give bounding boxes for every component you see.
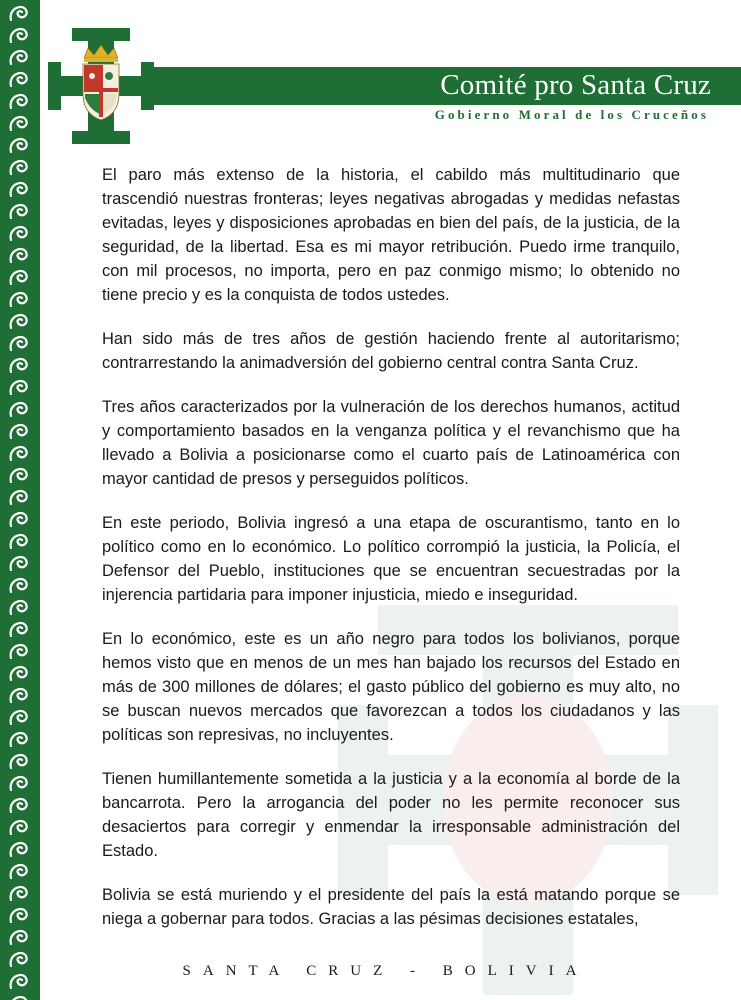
wave-scroll (11, 7, 27, 20)
wave-scroll (11, 733, 27, 746)
wave-scroll (11, 381, 27, 394)
wave-scroll (11, 73, 27, 86)
wave-scroll (11, 139, 27, 152)
wave-scroll (11, 249, 27, 262)
wave-scroll (11, 645, 27, 658)
greek-wave-border (0, 0, 40, 1000)
wave-scroll (11, 161, 27, 174)
wave-scroll (11, 865, 27, 878)
wave-scroll (11, 227, 27, 240)
wave-scroll (11, 359, 27, 372)
wave-pattern-icon (0, 0, 40, 1000)
wave-scroll (11, 95, 27, 108)
paragraph: Tienen humillantemente sometida a la justicia y a la economía al borde de la bancarrota. Pero la arrogancia del poder no les permite reconocer sus desaciertos para corregir y enmendar la irresponsable administración del Estado. (102, 770, 680, 860)
wave-scroll (11, 579, 27, 592)
wave-scroll (11, 799, 27, 812)
wave-scroll (11, 909, 27, 922)
wave-scroll (11, 513, 27, 526)
wave-scroll (11, 623, 27, 636)
wave-scroll (11, 755, 27, 768)
wave-scroll (11, 491, 27, 504)
wave-scroll (11, 535, 27, 548)
santa-cruz-cross-emblem (48, 28, 154, 144)
wave-scroll (11, 403, 27, 416)
wave-scroll (11, 315, 27, 328)
wave-scroll (11, 931, 27, 944)
wave-scroll (11, 293, 27, 306)
paragraph: Tres años caracterizados por la vulneración de los derechos humanos, actitud y comportamiento basados en la venganza política y el revanchismo que ha llevado a Bolivia a posicionarse como el cuarto país de Latinoamérica con mayor cantidad de presos y perseguidos políticos. (102, 398, 680, 488)
wave-scroll (11, 447, 27, 460)
wave-scroll (11, 887, 27, 900)
paragraph: El paro más extenso de la historia, el cabildo más multitudinario que trascendió nuestras fronteras; leyes negativas abrogadas y medidas nefastas evitadas, leyes y disposiciones aprobadas en bien del país, de la justicia, de la seguridad, de la libertad. Esa es mi mayor retribución. Puedo irme tranquilo, con mil procesos, no importa, pero en paz conmigo mismo; lo obtenido no tiene precio y es la conquista de todos ustedes. (102, 166, 680, 304)
letter-body (102, 163, 680, 951)
paragraph: En este periodo, Bolivia ingresó a una etapa de oscurantismo, tanto en lo político como en lo económico. Lo político corrompió la justicia, la Policía, el Defensor del Pueblo, instituciones que se encuentran secuestradas por la injerencia partidaria para imponer injusticia, miedo e inseguridad. (102, 514, 680, 604)
wave-scroll (11, 183, 27, 196)
footer-location: SANTA CRUZ - BOLIVIA (182, 963, 589, 979)
wave-scroll (11, 557, 27, 570)
wave-scroll (11, 271, 27, 284)
wave-scroll (11, 711, 27, 724)
paragraph: Bolivia se está muriendo y el presidente del país la está matando porque se niega a gobernar para todos. Gracias a las pésimas decisiones estatales, (102, 886, 680, 928)
wave-scroll (11, 667, 27, 680)
wave-scroll (11, 337, 27, 350)
wave-scroll (11, 689, 27, 702)
wave-scroll (11, 29, 27, 42)
wave-scroll (11, 601, 27, 614)
wave-scroll (11, 469, 27, 482)
wave-scroll (11, 51, 27, 64)
wave-scroll (11, 821, 27, 834)
wave-scroll (11, 843, 27, 856)
paragraph: En lo económico, este es un año negro para todos los bolivianos, porque hemos visto que en menos de un mes han bajado los recursos del Estado en más de 300 millones de dólares; el gasto público del gobierno es muy alto, no se buscan nuevos mercados que favorezcan a todos los ciudadanos y las políticas son represivas, no incluyentes. (102, 630, 680, 744)
page-title: Comité pro Santa Cruz (440, 69, 711, 101)
wave-scroll (11, 117, 27, 130)
wave-scroll (11, 425, 27, 438)
page-subtitle: Gobierno Moral de los Cruceños (434, 107, 709, 122)
wave-scroll (11, 205, 27, 218)
paragraph: Han sido más de tres años de gestión haciendo frente al autoritarismo; contrarrestando la animadversión del gobierno central contra Santa Cruz. (102, 330, 680, 372)
wave-scroll (11, 777, 27, 790)
